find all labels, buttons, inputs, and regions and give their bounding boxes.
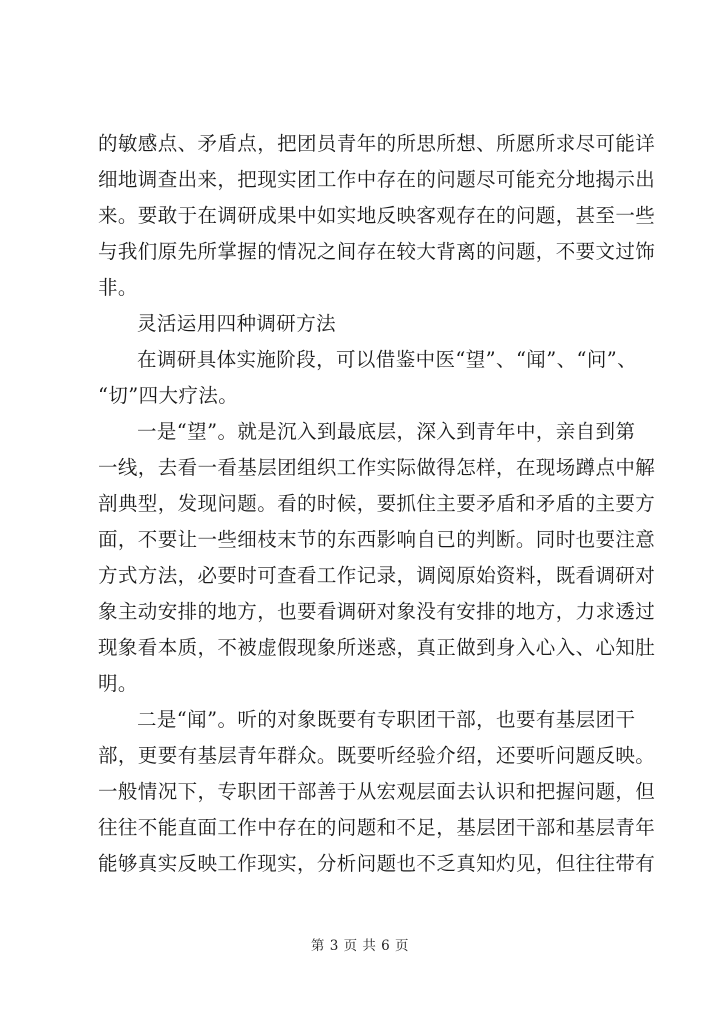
text-line: 二是“闻”。听的对象既要有专职团干部，也要有基层团干 (137, 708, 636, 731)
text-line: 能够真实反映工作现实，分析问题也不乏真知灼见，但往往带有 (98, 852, 656, 875)
text-line: 方式方法，必要时可查看工作记录，调阅原始资料，既看调研对 (98, 564, 656, 587)
text-line: 剖典型，发现问题。看的时候，要抓住主要矛盾和矛盾的主要方 (98, 492, 656, 515)
text-line: 一线，去看一看基层团组织工作实际做得怎样，在现场蹲点中解 (98, 456, 656, 479)
text-line: 现象看本质，不被虚假现象所迷惑，真正做到身入心入、心知肚 (98, 636, 656, 659)
text-line: 面，不要让一些细枝末节的东西影响自已的判断。同时也要注意 (98, 528, 656, 551)
text-line: “切”四大疗法。 (98, 384, 239, 407)
text-line: 一是“望”。就是沉入到最底层，深入到青年中，亲自到第 (137, 420, 636, 443)
text-line: 非。 (98, 276, 138, 299)
page-number: 第 3 页 共 6 页 (310, 938, 410, 954)
text-line: 来。要敢于在调研成果中如实地反映客观存在的问题，甚至一些 (98, 204, 656, 227)
text-line: 的敏感点、矛盾点，把团员青年的所思所想、所愿所求尽可能详 (98, 132, 656, 155)
text-line: 与我们原先所掌握的情况之间存在较大背离的问题，不要文过饰 (98, 240, 656, 263)
text-line: 部，更要有基层青年群众。既要听经验介绍，还要听问题反映。 (98, 744, 656, 767)
text-line: 象主动安排的地方，也要看调研对象没有安排的地方，力求透过 (98, 600, 656, 623)
section-heading: 灵活运用四种调研方法 (137, 312, 337, 335)
text-line: 一般情况下，专职团干部善于从宏观层面去认识和把握问题，但 (98, 780, 656, 803)
text-line: 细地调查出来，把现实团工作中存在的问题尽可能充分地揭示出 (98, 168, 656, 191)
text-line: 在调研具体实施阶段，可以借鉴中医“望”、“闻”、“问”、 (137, 348, 638, 371)
text-line: 明。 (98, 672, 138, 695)
text-line: 往往不能直面工作中存在的问题和不足，基层团干部和基层青年 (98, 816, 656, 839)
